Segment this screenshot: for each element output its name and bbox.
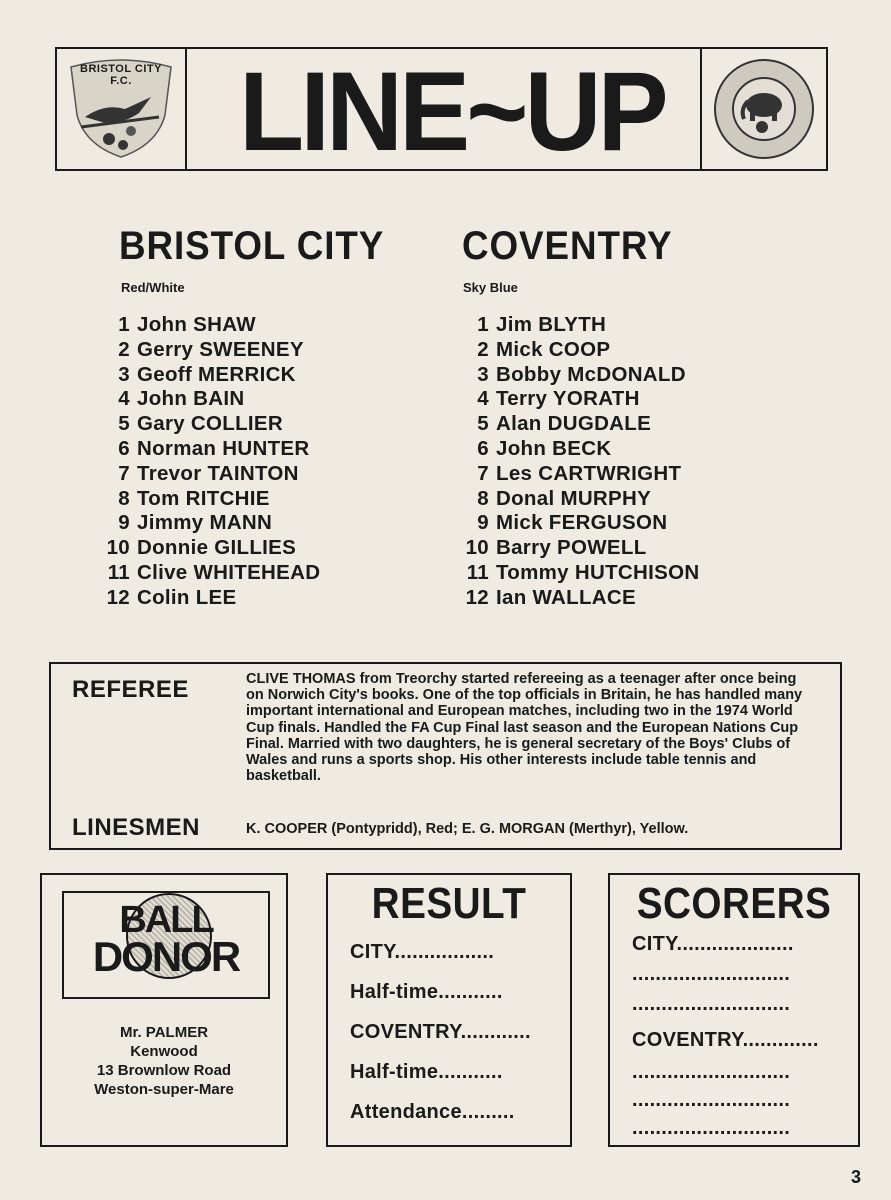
player-name: Mick FERGUSON (496, 511, 668, 535)
player-number: 7 (477, 461, 489, 485)
player-name: Les CARTWRIGHT (496, 461, 682, 485)
player-number: 12 (106, 585, 130, 609)
player-number: 9 (118, 511, 130, 535)
coventry-crest-panel (700, 49, 826, 169)
player-number: 9 (477, 511, 489, 535)
player-name: Bobby McDONALD (496, 362, 686, 386)
player-row (104, 338, 404, 363)
player-row (463, 338, 783, 363)
player-name: Alan DUGDALE (496, 412, 652, 436)
away-team-colors: Sky Blue (463, 280, 518, 295)
scorers-box (608, 873, 860, 1147)
player-number: 3 (118, 362, 130, 386)
player-number: 12 (465, 585, 489, 609)
home-team-colors: Red/White (121, 280, 185, 295)
player-row (104, 487, 404, 512)
away-roster (463, 313, 783, 611)
player-row (104, 313, 404, 338)
player-name: John BAIN (137, 387, 245, 411)
player-row (463, 387, 783, 412)
player-name: Trevor TAINTON (137, 461, 299, 485)
player-name: Gary COLLIER (137, 412, 283, 436)
donor-name: Mr. PALMER (119, 1024, 209, 1041)
player-number: 7 (118, 461, 130, 485)
player-name: Tom RITCHIE (137, 486, 270, 510)
player-name: Donal MURPHY (496, 486, 652, 510)
donor-street: 13 Brownlow Road (96, 1062, 232, 1079)
player-row (463, 511, 783, 536)
player-number: 2 (477, 337, 489, 361)
player-number: 8 (118, 486, 130, 510)
player-row (463, 487, 783, 512)
officials-panel (49, 662, 842, 850)
donor-town: Weston-super-Mare (94, 1081, 234, 1098)
result-city-row: CITY................. (350, 941, 495, 963)
player-row (104, 536, 404, 561)
player-name: Jimmy MANN (137, 511, 273, 535)
result-box (326, 873, 572, 1147)
player-row (104, 363, 404, 388)
ball-donor-logo (62, 891, 270, 999)
player-number: 1 (477, 313, 489, 336)
donor-details (42, 1023, 286, 1099)
player-name: Geoff MERRICK (137, 362, 296, 386)
player-number: 10 (106, 536, 130, 560)
player-number: 11 (466, 560, 489, 584)
player-number: 3 (477, 362, 489, 386)
player-name: Terry YORATH (496, 387, 640, 411)
player-name: Norman HUNTER (137, 436, 310, 460)
player-row (463, 586, 783, 611)
scorers-blank-row: ........................... (632, 1061, 791, 1083)
referee-bio: CLIVE THOMAS from Treorchy started refereeing as a teenager after once being on Norwich City's books. One of the top officials in Britain, he has handled many important international and European matches, including two in the 1974 World Cup finals. Handled the FA Cup Final last season and the European Nations Cup Final. Married with two daughters, he is general secretary of the Boys' Clubs of Wales and runs a sports shop. His other interests include table tennis and basketball. (246, 671, 803, 785)
player-row (104, 462, 404, 487)
player-name: Gerry SWEENEY (137, 337, 304, 361)
lineup-header (55, 47, 828, 174)
player-row (104, 437, 404, 462)
scorers-city-row: CITY.................... (632, 933, 794, 955)
player-row (463, 313, 783, 338)
player-number: 5 (118, 412, 130, 436)
player-number: 6 (477, 436, 489, 460)
page-title: LINE~UP (239, 49, 665, 174)
player-name: Ian WALLACE (496, 585, 636, 609)
referee-label: REFEREE (72, 676, 189, 703)
player-number: 10 (465, 536, 489, 560)
donor-house: Kenwood (130, 1043, 198, 1060)
player-row (463, 536, 783, 561)
player-name: Tommy HUTCHISON (496, 560, 700, 584)
player-name: Jim BLYTH (496, 313, 607, 336)
player-number: 1 (118, 313, 130, 336)
player-name: Barry POWELL (496, 536, 647, 560)
result-halftime-city-row: Half-time........... (350, 981, 503, 1003)
scorers-coventry-row: COVENTRY............. (632, 1029, 819, 1051)
donor-word: DONOR (92, 933, 240, 980)
player-row (104, 387, 404, 412)
player-name: John SHAW (137, 313, 256, 336)
page-number: 3 (850, 1167, 861, 1187)
player-number: 5 (477, 412, 489, 436)
result-halftime-coventry-row: Half-time........... (350, 1061, 503, 1083)
player-row (104, 586, 404, 611)
scorers-blank-row: ........................... (632, 1089, 791, 1111)
player-row (104, 412, 404, 437)
scorers-blank-row: ........................... (632, 1117, 791, 1139)
player-name: Colin LEE (137, 585, 237, 609)
player-number: 2 (118, 337, 130, 361)
player-name: Mick COOP (496, 337, 611, 361)
result-coventry-row: COVENTRY............ (350, 1021, 531, 1043)
player-name: Clive WHITEHEAD (137, 560, 321, 584)
ball-donor-box (40, 873, 288, 1147)
scorers-blank-row: ........................... (632, 993, 791, 1015)
away-team-name: COVENTRY (462, 224, 673, 268)
bristol-city-crest-panel (57, 49, 187, 169)
player-number: 4 (477, 387, 489, 411)
player-number: 8 (477, 486, 489, 510)
ball-word: BALL (119, 899, 213, 941)
player-row (463, 462, 783, 487)
home-team-name: BRISTOL CITY (119, 224, 385, 268)
linesmen-text: K. COOPER (Pontypridd), Red; E. G. MORGAN (Merthyr), Yellow. (246, 821, 689, 837)
result-attendance-row: Attendance......... (350, 1101, 515, 1123)
result-title: RESULT (371, 879, 527, 928)
player-row (463, 561, 783, 586)
player-name: John BECK (496, 436, 612, 460)
player-row (463, 412, 783, 437)
player-number: 4 (118, 387, 130, 411)
home-roster (104, 313, 404, 611)
player-name: Donnie GILLIES (137, 536, 297, 560)
player-row (104, 561, 404, 586)
scorers-title: SCORERS (636, 879, 832, 928)
player-row (463, 437, 783, 462)
player-number: 6 (118, 436, 130, 460)
linesmen-label: LINESMEN (72, 814, 201, 841)
left-badge-text: BRISTOL CITY F.C. (80, 63, 162, 87)
player-number: 11 (107, 560, 130, 584)
player-row (463, 363, 783, 388)
scorers-blank-row: ........................... (632, 963, 791, 985)
player-row (104, 511, 404, 536)
coventry-city-crest-icon (712, 57, 816, 161)
